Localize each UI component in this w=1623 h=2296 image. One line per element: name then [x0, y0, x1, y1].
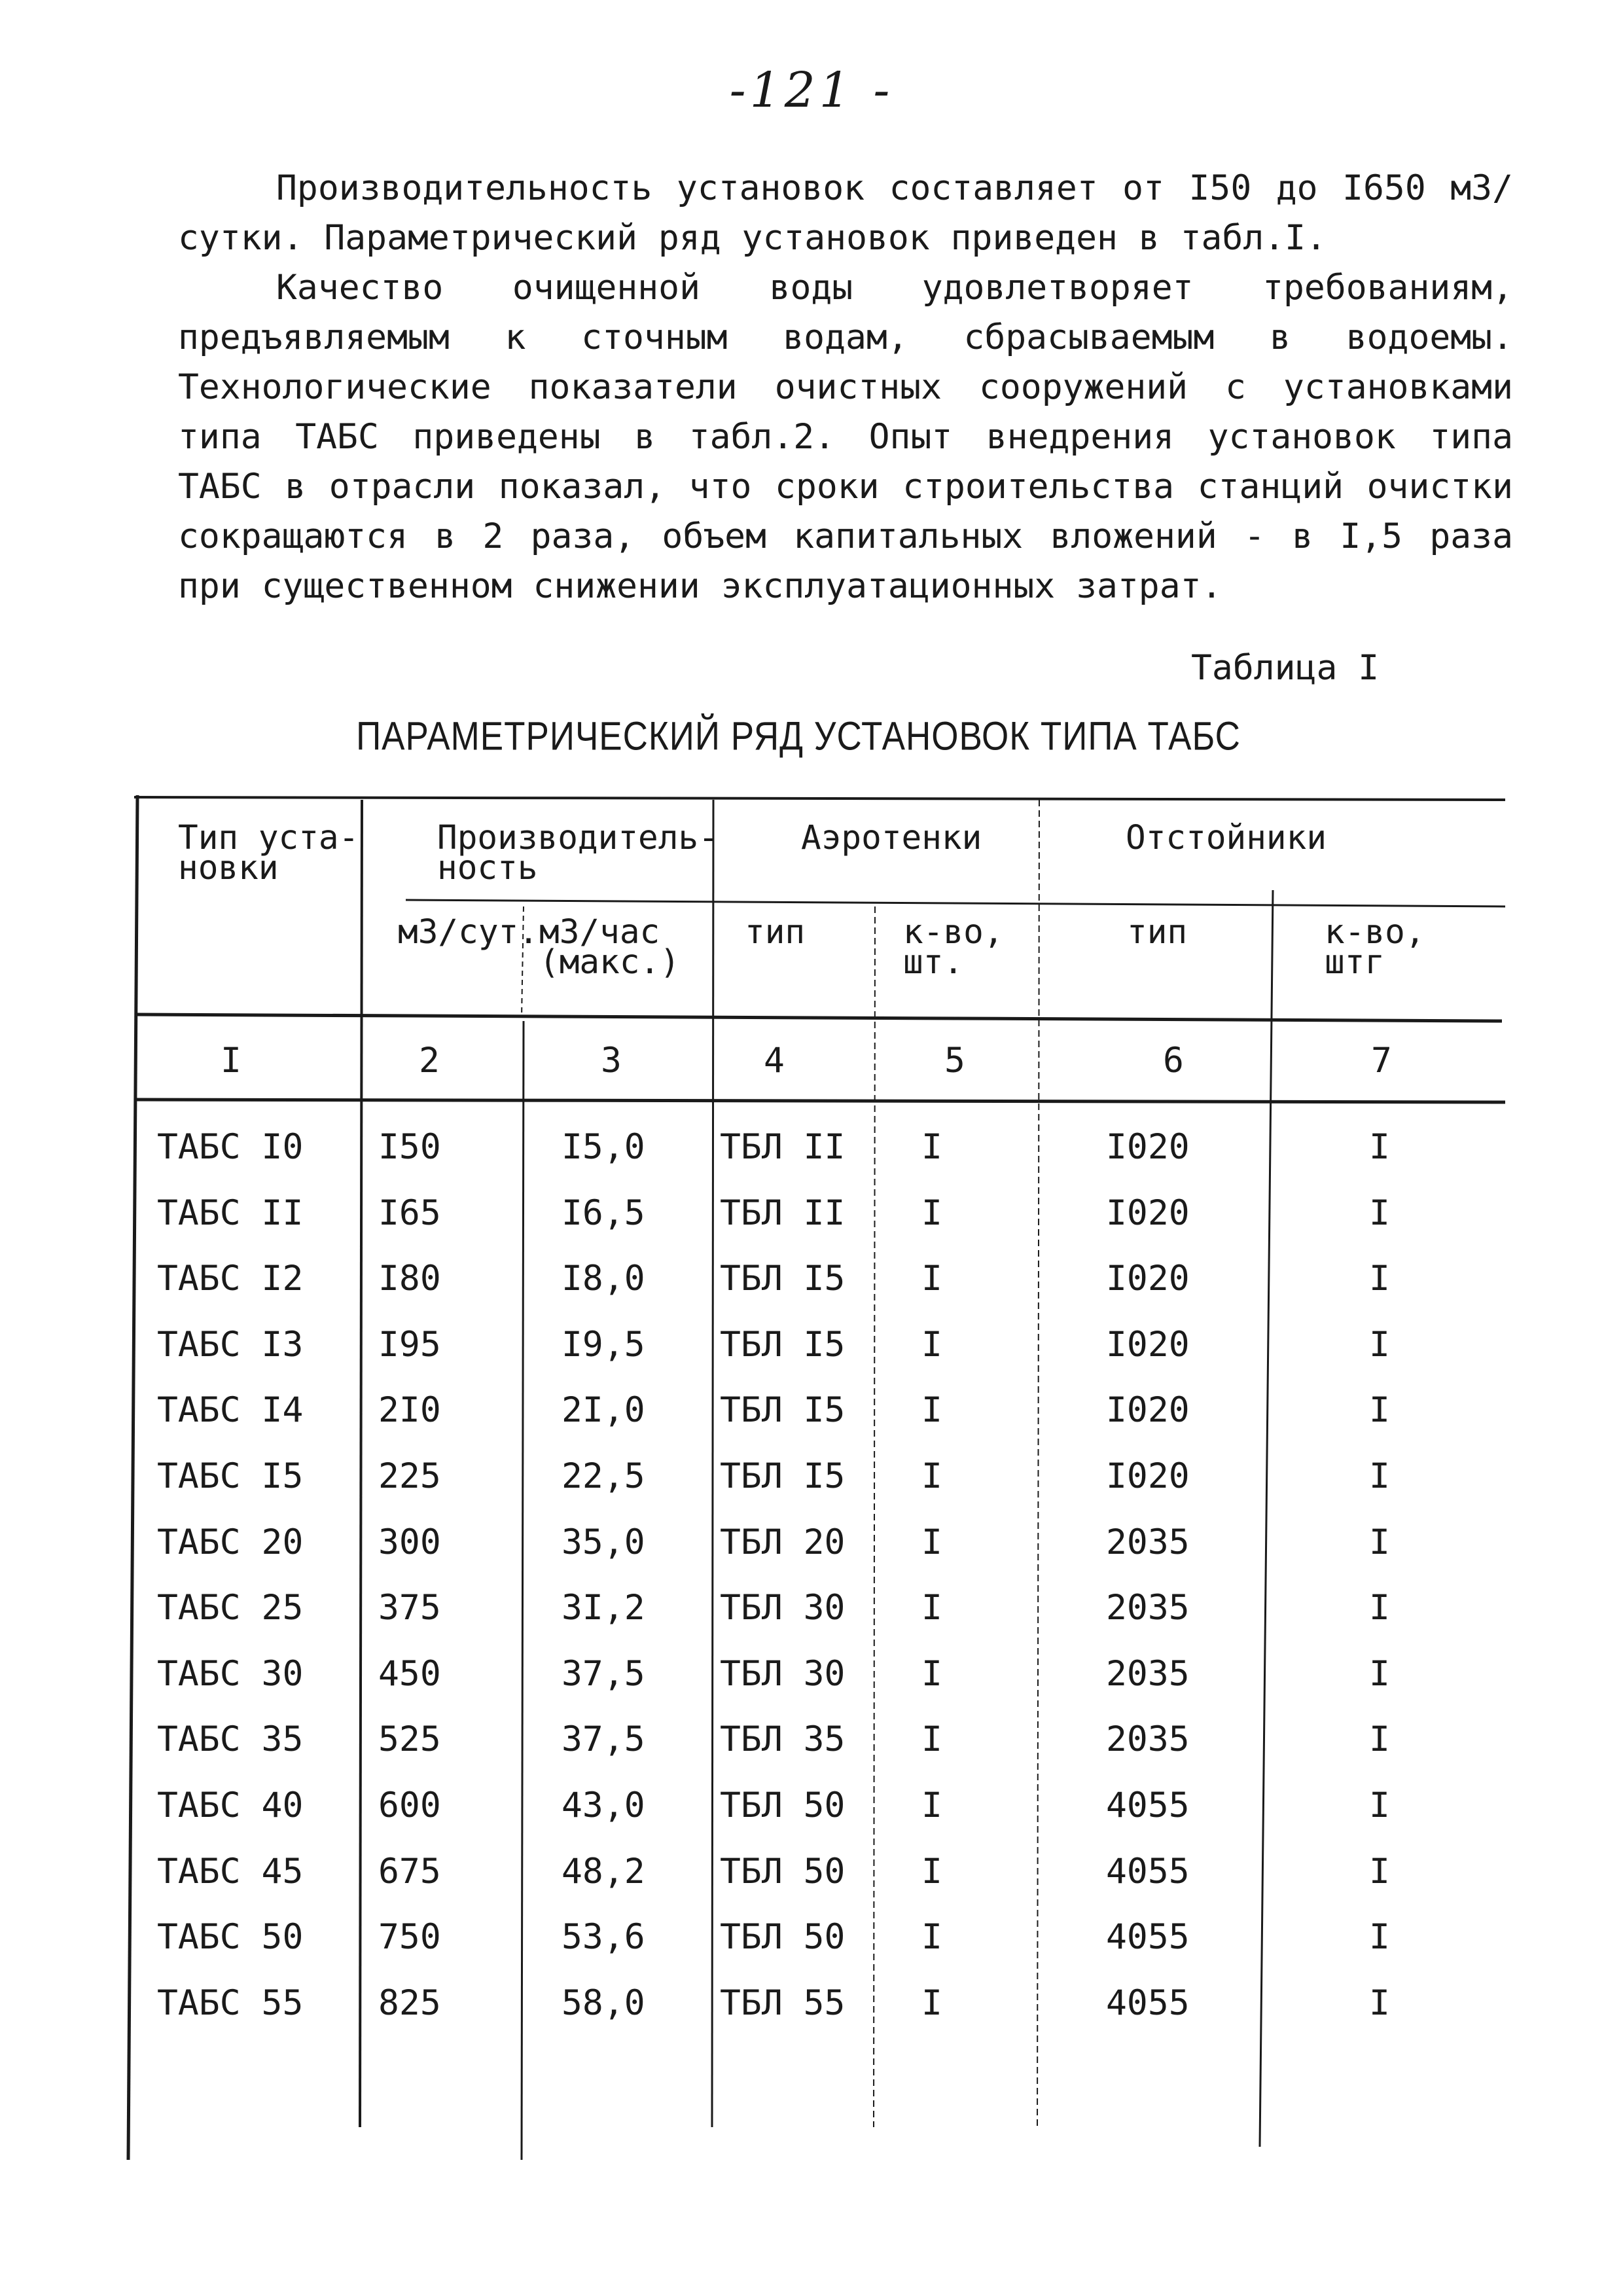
- cell-settler-type: I020: [1106, 1259, 1190, 1299]
- cell-settler-qty: I: [1369, 1193, 1390, 1233]
- cell-settler-qty: I: [1369, 1456, 1390, 1496]
- cell-aero-type: ТБЛ 55: [720, 1983, 846, 2023]
- page-number: -121 -: [729, 62, 894, 118]
- cell-aero-type: ТБЛ I5: [720, 1259, 846, 1299]
- cell-aero-type: ТБЛ 35: [720, 1719, 846, 1759]
- col-number-6: 6: [1163, 1041, 1184, 1081]
- col-divider-3: [712, 800, 713, 2127]
- cell-aero-qty: I: [921, 1983, 942, 2023]
- col-divider-1: [360, 800, 362, 2127]
- cell-settler-qty: I: [1369, 1588, 1390, 1628]
- cell-settler-qty: I: [1369, 1522, 1390, 1562]
- cell-type: ТАБС 40: [157, 1785, 304, 1825]
- header-settler-type: тип: [1127, 913, 1188, 952]
- col-divider-5: [1037, 800, 1039, 2127]
- table-caption: Таблица I: [1191, 648, 1380, 688]
- col-number-3: 3: [601, 1041, 622, 1081]
- cell-aero-qty: I: [921, 1259, 942, 1299]
- col-number-7: 7: [1371, 1041, 1392, 1081]
- cell-aero-type: ТБЛ 50: [720, 1785, 846, 1825]
- cell-m3-hour: 37,5: [562, 1654, 645, 1694]
- cell-aero-qty: I: [921, 1325, 942, 1365]
- cell-settler-qty: I: [1369, 1259, 1390, 1299]
- cell-m3-day: 825: [378, 1983, 441, 2023]
- cell-aero-type: ТБЛ 50: [720, 1917, 846, 1957]
- cell-aero-qty: I: [921, 1588, 942, 1628]
- col-number-5: 5: [944, 1041, 965, 1081]
- cell-type: ТАБС I0: [157, 1127, 304, 1167]
- header-aero-type: тип: [745, 913, 806, 952]
- cell-m3-hour: I5,0: [562, 1127, 645, 1167]
- cell-type: ТАБС 30: [157, 1654, 304, 1694]
- header-m3-hour: м3/час (макс.): [539, 913, 680, 982]
- cell-settler-type: 4055: [1106, 1983, 1190, 2023]
- cell-aero-type: ТБЛ I5: [720, 1390, 846, 1430]
- cell-m3-hour: 43,0: [562, 1785, 645, 1825]
- header-m3-day: м3/сут.: [398, 913, 539, 952]
- cell-settler-qty: I: [1369, 1785, 1390, 1825]
- cell-m3-day: 225: [378, 1456, 441, 1496]
- cell-aero-qty: I: [921, 1456, 942, 1496]
- cell-type: ТАБС 35: [157, 1719, 304, 1759]
- col-number-2: 2: [419, 1041, 440, 1081]
- cell-settler-qty: I: [1369, 1719, 1390, 1759]
- cell-settler-qty: I: [1369, 1983, 1390, 2023]
- cell-aero-type: ТБЛ 30: [720, 1588, 846, 1628]
- cell-settler-type: 2035: [1106, 1522, 1190, 1562]
- cell-type: ТАБС 20: [157, 1522, 304, 1562]
- cell-settler-qty: I: [1369, 1654, 1390, 1694]
- cell-aero-qty: I: [921, 1193, 942, 1233]
- cell-aero-type: ТБЛ I5: [720, 1325, 846, 1365]
- cell-settler-type: I020: [1106, 1390, 1190, 1430]
- cell-m3-day: I95: [378, 1325, 441, 1365]
- cell-aero-type: ТБЛ 50: [720, 1852, 846, 1892]
- col-number-4: 4: [764, 1041, 785, 1081]
- header-type: Тип уста- новки: [178, 819, 359, 888]
- cell-m3-hour: 37,5: [562, 1719, 645, 1759]
- cell-m3-hour: I8,0: [562, 1259, 645, 1299]
- cell-m3-day: 525: [378, 1719, 441, 1759]
- cell-m3-hour: 48,2: [562, 1852, 645, 1892]
- cell-type: ТАБС I4: [157, 1390, 304, 1430]
- cell-m3-hour: I9,5: [562, 1325, 645, 1365]
- cell-m3-hour: 2I,0: [562, 1390, 645, 1430]
- paragraph-1: Производительность установок составляет от I50 до I650 м3/ сутки. Параметрический ряд установок приведен в табл.I.: [178, 168, 1513, 258]
- cell-aero-qty: I: [921, 1852, 942, 1892]
- cell-type: ТАБС I3: [157, 1325, 304, 1365]
- cell-settler-type: I020: [1106, 1127, 1190, 1167]
- cell-aero-qty: I: [921, 1654, 942, 1694]
- cell-aero-qty: I: [921, 1127, 942, 1167]
- cell-settler-type: 2035: [1106, 1654, 1190, 1694]
- cell-m3-hour: 53,6: [562, 1917, 645, 1957]
- cell-settler-type: 4055: [1106, 1917, 1190, 1957]
- cell-aero-qty: I: [921, 1390, 942, 1430]
- cell-aero-type: ТБЛ I5: [720, 1456, 846, 1496]
- table-title: ПАРАМЕТРИЧЕСКИЙ РЯД УСТАНОВОК ТИПА ТАБС: [356, 714, 1241, 759]
- cell-settler-type: 2035: [1106, 1719, 1190, 1759]
- cell-settler-qty: I: [1369, 1390, 1390, 1430]
- cell-aero-type: ТБЛ II: [720, 1193, 846, 1233]
- header-aerotanks: Аэротенки: [801, 819, 982, 857]
- header-settler-qty: к-во, штг: [1325, 913, 1425, 982]
- cell-aero-type: ТБЛ 20: [720, 1522, 846, 1562]
- col-divider-2b: [522, 1021, 524, 2160]
- cell-m3-day: 600: [378, 1785, 441, 1825]
- cell-m3-hour: 35,0: [562, 1522, 645, 1562]
- cell-m3-hour: 58,0: [562, 1983, 645, 2023]
- cell-settler-type: 2035: [1106, 1588, 1190, 1628]
- header-capacity: Производитель- ность: [437, 819, 719, 888]
- col-number-1: I: [221, 1041, 241, 1081]
- header-settlers: Отстойники: [1126, 819, 1327, 857]
- cell-settler-type: I020: [1106, 1456, 1190, 1496]
- cell-settler-type: I020: [1106, 1325, 1190, 1365]
- cell-aero-qty: I: [921, 1917, 942, 1957]
- cell-m3-day: 675: [378, 1852, 441, 1892]
- cell-settler-qty: I: [1369, 1852, 1390, 1892]
- cell-type: ТАБС I2: [157, 1259, 304, 1299]
- cell-m3-day: 300: [378, 1522, 441, 1562]
- header-sub-rule: [406, 900, 1505, 906]
- table-top-rule: [134, 797, 1505, 800]
- cell-aero-type: ТБЛ 30: [720, 1654, 846, 1694]
- cell-m3-day: 375: [378, 1588, 441, 1628]
- cell-type: ТАБС 45: [157, 1852, 304, 1892]
- cell-aero-qty: I: [921, 1719, 942, 1759]
- cell-m3-day: I65: [378, 1193, 441, 1233]
- cell-aero-qty: I: [921, 1522, 942, 1562]
- cell-type: ТАБС II: [157, 1193, 304, 1233]
- cell-aero-qty: I: [921, 1785, 942, 1825]
- col-divider-6: [1260, 890, 1273, 2147]
- cell-settler-qty: I: [1369, 1127, 1390, 1167]
- header-aero-qty: к-во, шт.: [903, 913, 1004, 982]
- table-left-border: [128, 795, 137, 2160]
- cell-m3-day: I50: [378, 1127, 441, 1167]
- paragraph-2: Качество очищенной воды удовлетворяет требованиям, предъявляемым к сточным водам, сбрасываемым в водоемы. Технологические показатели очистных сооружений с установками типа ТАБС приведены в табл.2. Опыт внедрения установок типа ТАБС в отрасли показал, что сроки строительства станций очистки сокращаются в 2 раза, объем капитальных вложений - в I,5 раза при существенном снижении эксплуатационных затрат.: [178, 268, 1513, 606]
- cell-type: ТАБС 25: [157, 1588, 304, 1628]
- cell-settler-type: I020: [1106, 1193, 1190, 1233]
- cell-m3-day: I80: [378, 1259, 441, 1299]
- cell-aero-type: ТБЛ II: [720, 1127, 846, 1167]
- cell-m3-day: 750: [378, 1917, 441, 1957]
- cell-m3-day: 450: [378, 1654, 441, 1694]
- cell-m3-day: 2I0: [378, 1390, 441, 1430]
- cell-type: ТАБС 50: [157, 1917, 304, 1957]
- cell-type: ТАБС 55: [157, 1983, 304, 2023]
- cell-m3-hour: I6,5: [562, 1193, 645, 1233]
- cell-settler-qty: I: [1369, 1325, 1390, 1365]
- cell-m3-hour: 22,5: [562, 1456, 645, 1496]
- cell-settler-type: 4055: [1106, 1785, 1190, 1825]
- cell-type: ТАБС I5: [157, 1456, 304, 1496]
- cell-settler-qty: I: [1369, 1917, 1390, 1957]
- numbers-bottom-rule: [134, 1100, 1505, 1102]
- cell-m3-hour: 3I,2: [562, 1588, 645, 1628]
- col-divider-4: [874, 906, 875, 2127]
- cell-settler-type: 4055: [1106, 1852, 1190, 1892]
- header-bottom-rule: [136, 1014, 1502, 1021]
